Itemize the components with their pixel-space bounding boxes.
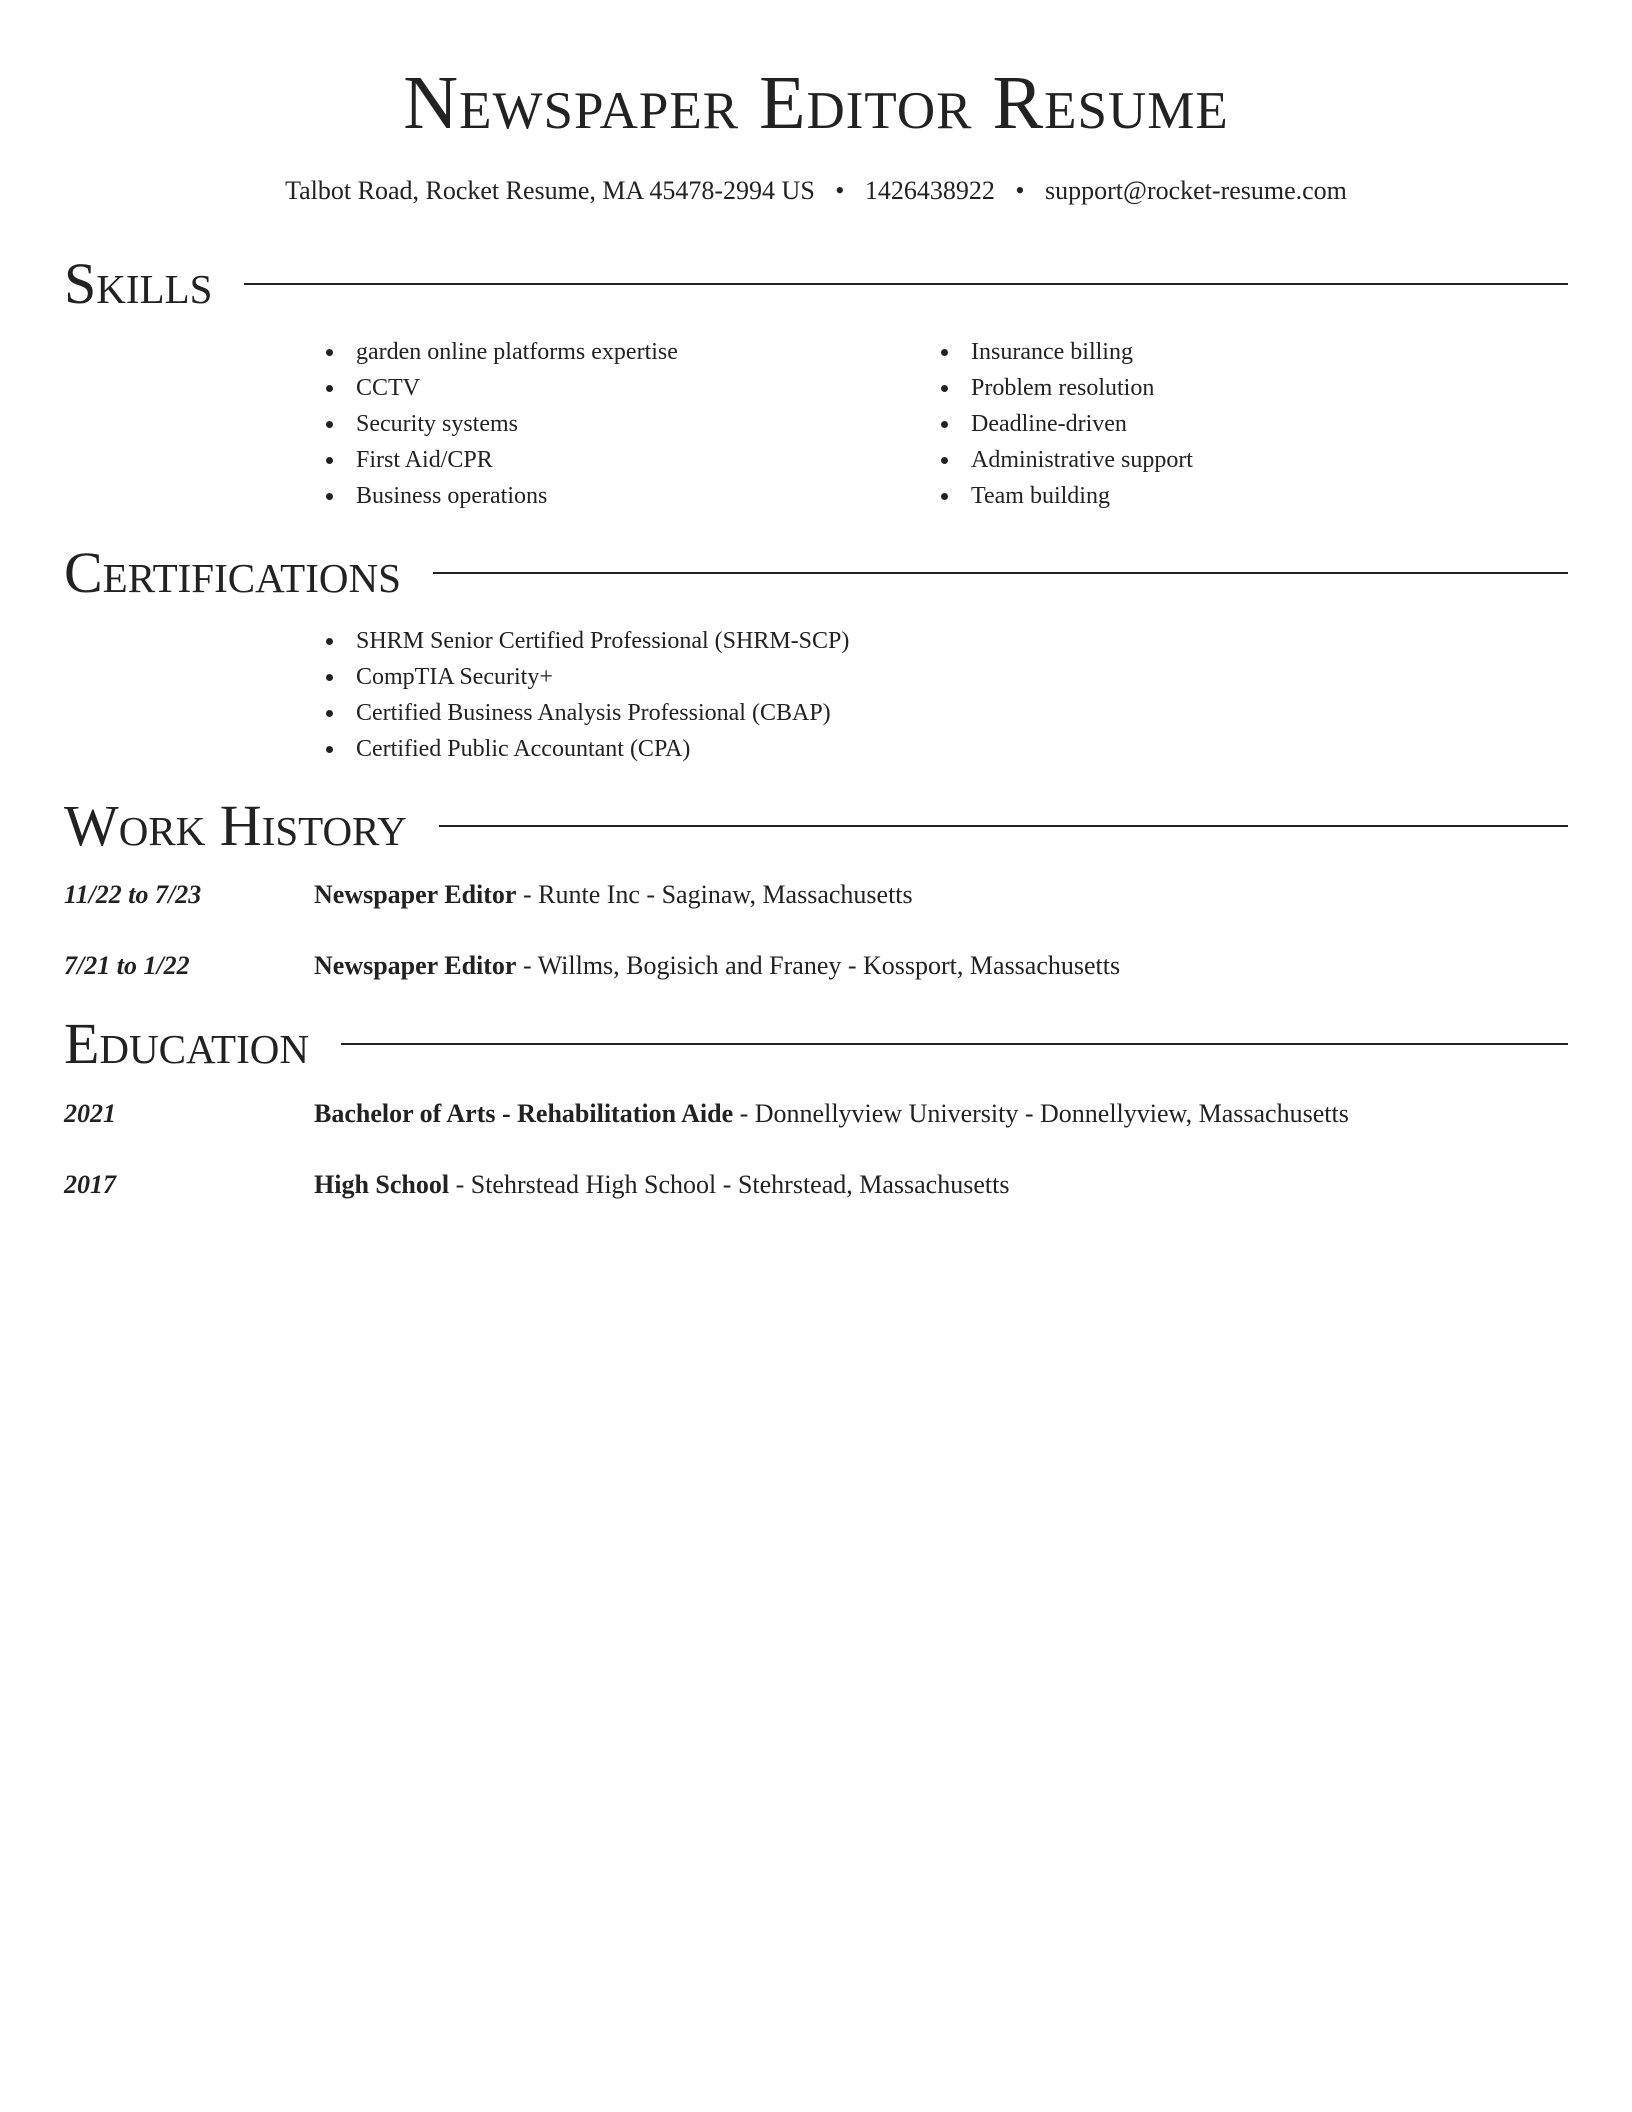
skill-item: Deadline-driven	[941, 406, 1193, 442]
work-entry-details: - Runte Inc - Saginaw, Massachusetts	[516, 880, 913, 909]
education-section-header	[64, 1012, 1568, 1076]
education-entry-description	[314, 1097, 1349, 1131]
certification-item: SHRM Senior Certified Professional (SHRM-SCP)	[326, 623, 849, 659]
education-entry-date: 2017	[64, 1170, 116, 1199]
contact-separator: •	[1015, 176, 1025, 205]
certification-item: Certified Public Accountant (CPA)	[326, 731, 849, 767]
contact-phone: 1426438922	[864, 176, 995, 205]
section-divider	[341, 1043, 1568, 1045]
work-entry-title: Newspaper Editor	[314, 880, 517, 909]
certifications-list	[326, 623, 849, 767]
contact-email: support@rocket-resume.com	[1045, 176, 1347, 205]
resume-title: Newspaper Editor Resume	[403, 61, 1229, 145]
work-entry-date: 11/22 to 7/23	[64, 880, 202, 909]
work-history-section-header	[64, 794, 1568, 858]
education-heading: Education	[64, 1011, 309, 1076]
contact-address: Talbot Road, Rocket Resume, MA 45478-2994 US	[285, 176, 815, 205]
contact-line	[0, 174, 1632, 208]
certifications-heading: Certifications	[64, 540, 401, 605]
skill-item: Problem resolution	[941, 370, 1193, 406]
skill-item: Administrative support	[941, 442, 1193, 478]
skill-item: Insurance billing	[941, 334, 1193, 370]
education-entry-details: - Donnellyview University - Donnellyview, Massachusetts	[733, 1099, 1349, 1128]
work-entry-details: - Willms, Bogisich and Franey - Kossport, Massachusetts	[516, 951, 1121, 980]
education-entry-title: Bachelor of Arts - Rehabilitation Aide	[314, 1099, 734, 1128]
skill-item: Security systems	[326, 406, 678, 442]
education-entry-details: - Stehrstead High School - Stehrstead, Massachusetts	[449, 1170, 1010, 1199]
work-entry-description	[314, 878, 913, 912]
skill-item: garden online platforms expertise	[326, 334, 678, 370]
section-divider	[244, 283, 1568, 285]
section-divider	[433, 572, 1568, 574]
certification-item: Certified Business Analysis Professional (CBAP)	[326, 695, 849, 731]
skills-heading: Skills	[64, 251, 213, 316]
skills-list-left	[326, 334, 678, 514]
skill-item: Team building	[941, 478, 1193, 514]
certifications-section-header	[64, 541, 1568, 605]
skill-item: First Aid/CPR	[326, 442, 678, 478]
education-entry-description	[314, 1168, 1009, 1202]
education-entry-date: 2021	[64, 1099, 116, 1128]
skills-section-header	[64, 252, 1568, 316]
work-entry-title: Newspaper Editor	[314, 951, 517, 980]
contact-separator: •	[835, 176, 845, 205]
work-history-heading: Work History	[64, 793, 407, 858]
education-entry-title: High School	[314, 1170, 450, 1199]
work-entry-date: 7/21 to 1/22	[64, 951, 190, 980]
skill-item: Business operations	[326, 478, 678, 514]
certification-item: CompTIA Security+	[326, 659, 849, 695]
skills-list-right	[941, 334, 1193, 514]
section-divider	[439, 825, 1568, 827]
work-entry-description	[314, 949, 1120, 983]
skill-item: CCTV	[326, 370, 678, 406]
